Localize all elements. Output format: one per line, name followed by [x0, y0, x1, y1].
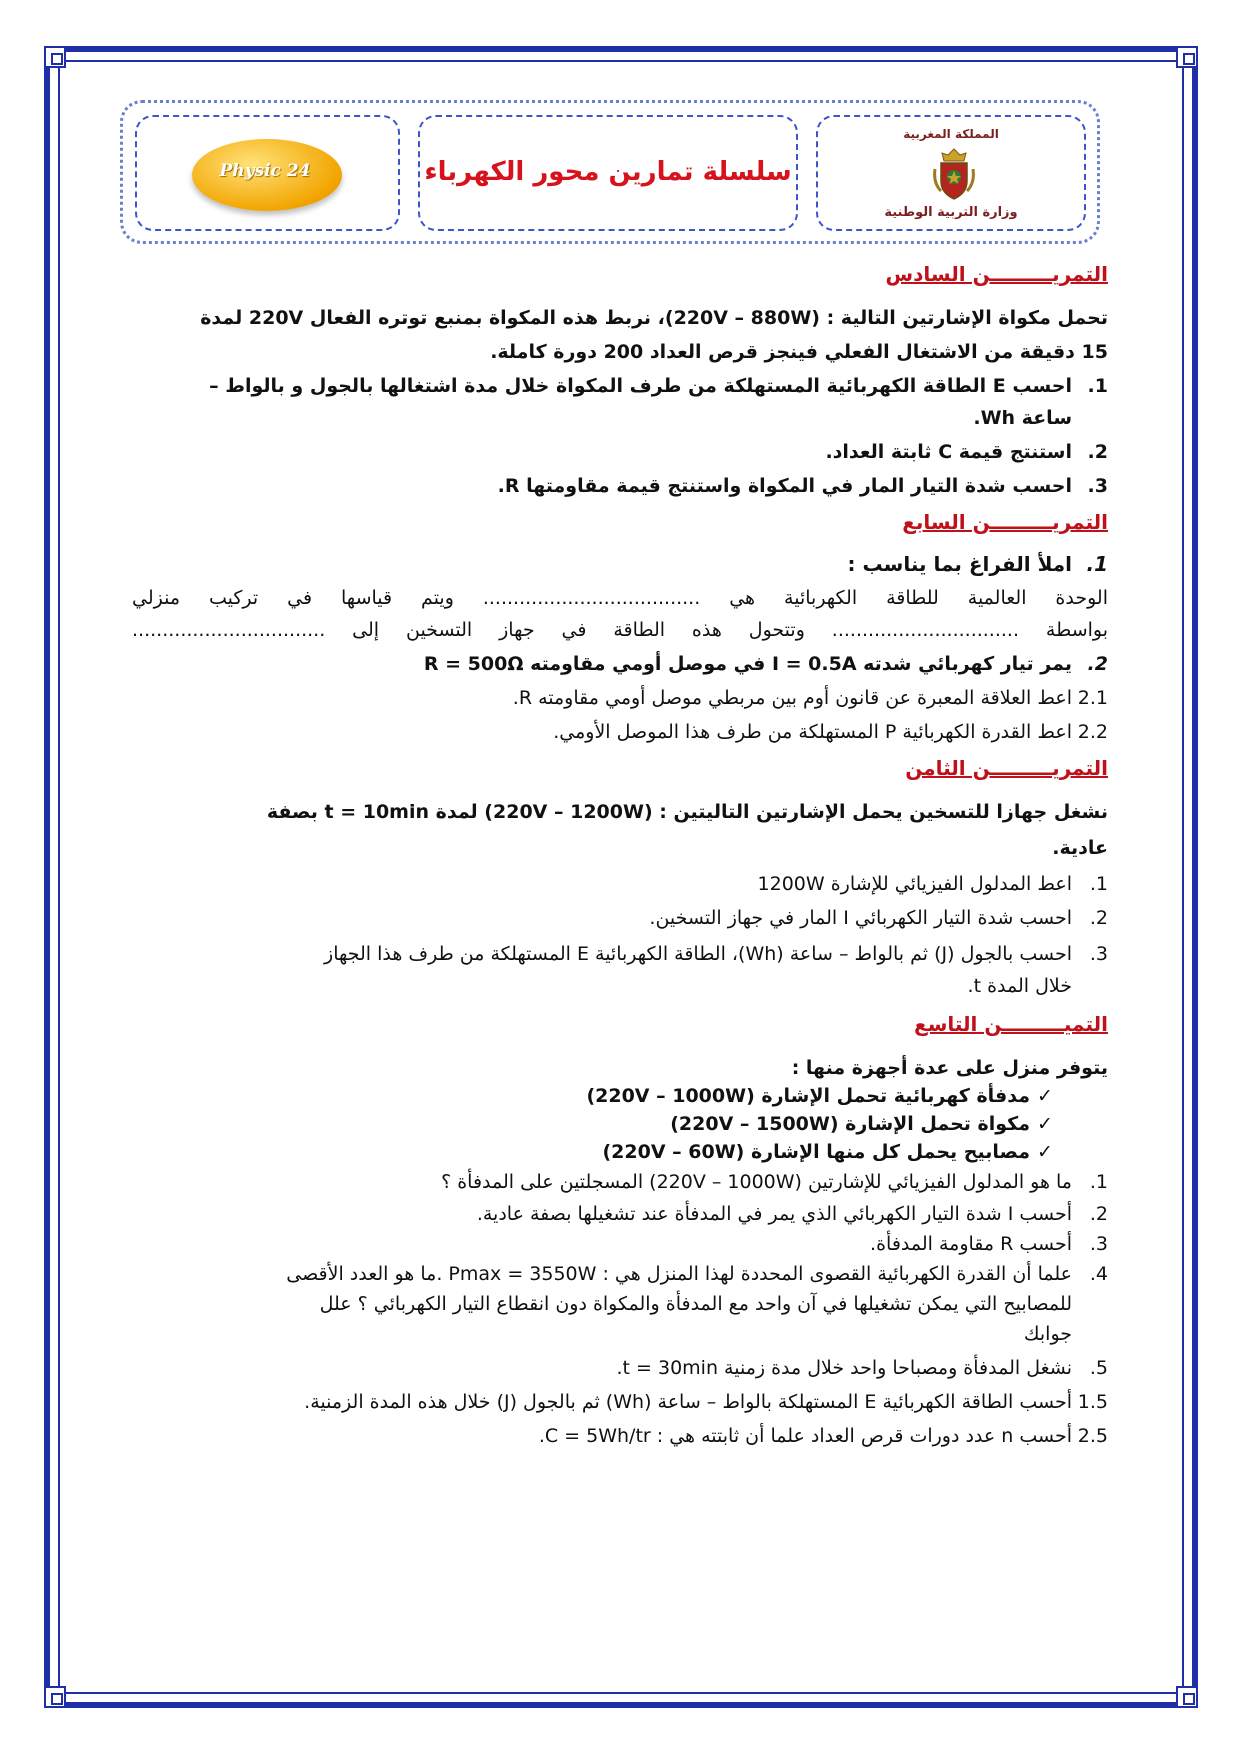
question-text: أحسب I شدة التيار الكهربائي الذي يمر في المدفأة عند تشغيلها بصفة عادية.	[476, 1203, 1072, 1225]
question-text: احسب بالجول (J) ثم بالواط – ساعة (Wh)، الطاقة الكهربائية E المستهلكة من طرف هذا الجهاز	[324, 943, 1072, 965]
ministry-box	[816, 115, 1086, 231]
part-number: 1.	[1086, 552, 1108, 576]
question-number: 2.5	[1077, 1425, 1108, 1447]
question-number: 2.	[1089, 1203, 1108, 1225]
exercise-7-question-2-2	[553, 719, 1108, 745]
question-text: استنتج قيمة C ثابتة العداد.	[825, 441, 1072, 463]
exercise-8-question-3	[324, 941, 1108, 967]
checkmark-icon: ✓	[1037, 1085, 1053, 1107]
exercise-6-question-3	[498, 473, 1108, 499]
logo-box	[135, 115, 400, 231]
exercise-9-question-5	[617, 1355, 1109, 1381]
exercise-9-question-2	[477, 1201, 1108, 1227]
exercise-6-intro-line-1: تحمل مكواة الإشارتين التالية : (220V – 880W)، نربط هذه المكواة بمنبع توتره الفعال 220V لمدة	[200, 307, 1108, 329]
question-text: احسب شدة التيار الكهربائي I المار في جهاز التسخين.	[649, 907, 1072, 929]
exercise-8-question-1	[758, 871, 1108, 897]
ministry-kingdom-label: المملكة المغربية	[903, 127, 999, 141]
exercise-6-question-1-cont: ساعة Wh.	[973, 407, 1072, 429]
question-number: 4.	[1089, 1263, 1108, 1285]
question-number: 3.	[1087, 475, 1108, 497]
question-number: 3.	[1089, 943, 1108, 965]
device-text: مكواة تحمل الإشارة (220V – 1500W)	[670, 1113, 1030, 1135]
series-title: سلسلة تمارين محور الكهرباء	[424, 157, 792, 187]
ministry-name-label: وزارة التربية الوطنية	[884, 205, 1018, 220]
part-text: يمر تيار كهربائي شدته I = 0.5A في موصل أومي مقاومته R = 500Ω	[423, 653, 1072, 675]
header-banner	[120, 100, 1100, 244]
question-number: 1.	[1089, 873, 1108, 895]
question-number: 1.5	[1077, 1391, 1108, 1413]
exercise-8-question-2	[649, 905, 1108, 931]
exercise-9-question-3	[870, 1231, 1108, 1257]
exercise-7-fill-line-1: الوحدة العالمية للطاقة الكهربائية هي .................................... ويتم قياسها في تركيب منزلي	[132, 587, 1108, 609]
device-text: مدفأة كهربائية تحمل الإشارة (220V – 1000W)	[586, 1085, 1030, 1107]
exercise-7-question-2-1	[513, 685, 1108, 711]
border-corner-ornament	[44, 1686, 66, 1708]
exercise-9-question-4-cont: للمصابيح التي يمكن تشغيلها في آن واحد مع المدفأة والمكواة دون انقطاع التيار الكهربائي ؟ علل	[319, 1293, 1072, 1315]
exercise-9-question-4-cont: جوابك	[1023, 1323, 1072, 1345]
exercise-7-part-1	[848, 551, 1108, 577]
exercise-8-heading: التمريـــــــــن الثامن	[905, 756, 1108, 780]
question-number: 2.	[1089, 907, 1108, 929]
device-list-item	[670, 1111, 1060, 1137]
checkmark-icon: ✓	[1037, 1113, 1053, 1135]
question-text: ما هو المدلول الفيزيائي للإشارتين (220V – 1000W) المسجلتين على المدفأة ؟	[441, 1171, 1072, 1193]
question-number: 1.	[1089, 1171, 1108, 1193]
device-list-item	[586, 1083, 1060, 1109]
border-corner-ornament	[44, 46, 66, 68]
question-text: اعط العلاقة المعبرة عن قانون أوم بين مربطي موصل أومي مقاومته R.	[512, 687, 1072, 709]
question-text: اعط القدرة الكهربائية P المستهلكة من طرف هذا الموصل الأومي.	[553, 721, 1072, 743]
question-text: نشغل المدفأة ومصباحا واحد خلال مدة زمنية t = 30min.	[616, 1357, 1072, 1379]
exercise-9-question-1	[441, 1169, 1108, 1195]
exercise-6-question-1	[209, 373, 1108, 399]
exercise-9-heading: التميـــــــــن التاسع	[914, 1012, 1108, 1036]
border-corner-ornament	[1176, 46, 1198, 68]
exercise-8-intro-line-1: نشغل جهازا للتسخين يحمل الإشارتين التاليتين : (220V – 1200W) لمدة t = 10min بصفة	[266, 801, 1108, 823]
question-number: 2.	[1087, 441, 1108, 463]
question-text: أحسب R مقاومة المدفأة.	[870, 1233, 1072, 1255]
title-box	[418, 115, 798, 231]
question-number: 3.	[1089, 1233, 1108, 1255]
coat-of-arms-icon	[933, 147, 975, 203]
question-number: 1.	[1087, 375, 1108, 397]
exercise-6-intro-line-2: 15 دقيقة من الاشتغال الفعلي فينجز قرص العداد 200 دورة كاملة.	[490, 341, 1108, 363]
exercise-8-question-3-cont: خلال المدة t.	[967, 975, 1072, 997]
question-text: احسب E الطاقة الكهربائية المستهلكة من طرف المكواة خلال مدة اشتغالها بالجول و بالواط –	[209, 375, 1072, 397]
question-number: 2.2	[1077, 721, 1108, 743]
exercise-9-question-5-2	[539, 1423, 1108, 1449]
question-text: أحسب n عدد دورات قرص العداد علما أن ثابتته هي : C = 5Wh/tr.	[538, 1425, 1072, 1447]
device-text: مصابيح يحمل كل منها الإشارة (220V – 60W)	[602, 1141, 1030, 1163]
question-text: علما أن القدرة الكهربائية القصوى المحددة لهذا المنزل هي : Pmax = 3550W .ما هو العدد الأقصى	[286, 1263, 1072, 1285]
question-text: أحسب الطاقة الكهربائية E المستهلكة بالواط – ساعة (Wh) ثم بالجول (J) خلال هذه المدة الزمنية.	[304, 1391, 1072, 1413]
exercise-6-heading: التمريـــــــــن السادس	[885, 262, 1108, 286]
question-text: اعط المدلول الفيزيائي للإشارة 1200W	[757, 873, 1072, 895]
logo-text: Physic 24	[219, 161, 311, 181]
part-text: املأ الفراغ بما يناسب :	[847, 552, 1072, 576]
border-corner-ornament	[1176, 1686, 1198, 1708]
question-number: 2.1	[1077, 687, 1108, 709]
exercise-9-intro: يتوفر منزل على عدة أجهزة منها :	[791, 1057, 1108, 1079]
question-text: احسب شدة التيار المار في المكواة واستنتج قيمة مقاومتها R.	[497, 475, 1072, 497]
exercise-8-intro-line-2: عادية.	[1052, 837, 1108, 859]
exercise-9-question-5-1	[304, 1389, 1108, 1415]
question-number: 5.	[1089, 1357, 1108, 1379]
exercise-7-fill-line-2: بواسطة ............................... وتتحول هذه الطاقة في جهاز التسخين إلى ................................	[132, 619, 1108, 641]
device-list-item	[602, 1139, 1060, 1165]
part-number: 2.	[1087, 653, 1108, 675]
exercise-7-part-2	[424, 651, 1108, 677]
checkmark-icon: ✓	[1037, 1141, 1053, 1163]
exercise-9-question-4	[286, 1261, 1108, 1287]
exercise-6-question-2	[825, 439, 1108, 465]
exercise-7-heading: التمريـــــــــن السابع	[902, 510, 1108, 534]
